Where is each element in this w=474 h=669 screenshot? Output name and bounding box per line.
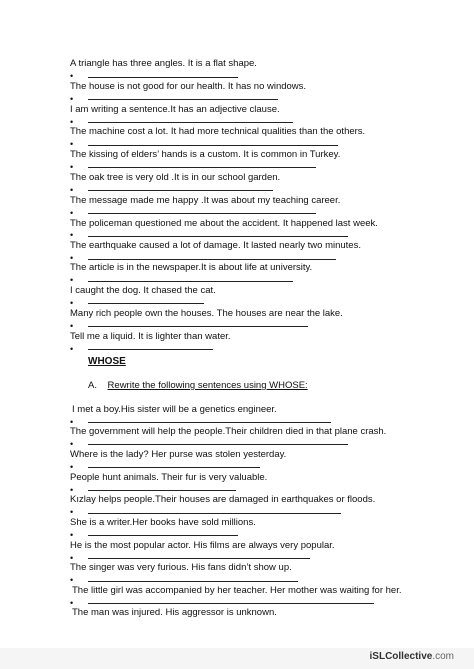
- bullet: •: [70, 230, 74, 240]
- sentence: I met a boy.His sister will be a genetics engineer.: [72, 404, 277, 415]
- answer-line: [88, 303, 204, 304]
- answer-line: [88, 236, 348, 237]
- answer-line: [88, 349, 213, 350]
- site-watermark: [370, 651, 454, 662]
- watermark-domain: .com: [432, 651, 454, 662]
- bullet: •: [70, 530, 74, 540]
- bullet: •: [70, 485, 74, 495]
- answer-line: [88, 603, 374, 604]
- answer-line: [88, 581, 298, 582]
- bullet: •: [70, 553, 74, 563]
- answer-line: [88, 422, 331, 423]
- sentence: The government will help the people.Their children died in that plane crash.: [70, 426, 387, 437]
- sentence: Kızlay helps people.Their houses are damaged in earthquakes or floods.: [70, 494, 376, 505]
- sentence: The house is not good for our health. It has no windows.: [70, 81, 307, 92]
- sentence: She is a writer.Her books have sold millions.: [70, 517, 256, 528]
- bullet: •: [70, 575, 74, 585]
- answer-line: [88, 213, 316, 214]
- answer-line: [88, 99, 278, 100]
- bullet: •: [70, 185, 74, 195]
- bullet: •: [70, 598, 74, 608]
- bullet: •: [70, 507, 74, 517]
- sentence: The message made me happy .It was about my teaching career.: [70, 195, 341, 206]
- answer-line: [88, 444, 348, 445]
- bullet: •: [70, 344, 74, 354]
- answer-line: [88, 535, 238, 536]
- sentence: Many rich people own the houses. The houses are near the lake.: [70, 308, 343, 319]
- answer-line: [88, 167, 316, 168]
- sentence: I am writing a sentence.It has an adjective clause.: [70, 104, 280, 115]
- sentence: The article is in the newspaper.It is about life at university.: [70, 262, 313, 273]
- bullet: •: [70, 462, 74, 472]
- bullet: •: [70, 417, 74, 427]
- sentence: A triangle has three angles. It is a flat shape.: [70, 58, 257, 69]
- answer-line: [88, 259, 336, 260]
- sentence: The machine cost a lot. It had more technical qualities than the others.: [70, 126, 366, 137]
- answer-line: [88, 513, 341, 514]
- sentence: The policeman questioned me about the accident. It happened last week.: [70, 218, 378, 229]
- watermark-brand: iSLCollective: [369, 651, 433, 662]
- bullet: •: [70, 208, 74, 218]
- sentence: He is the most popular actor. His films are always very popular.: [70, 540, 335, 551]
- sentence: I caught the dog. It chased the cat.: [70, 285, 216, 296]
- answer-line: [88, 122, 293, 123]
- answer-line: [88, 490, 236, 491]
- bullet: •: [70, 162, 74, 172]
- instruction: [88, 380, 308, 391]
- bullet: •: [70, 321, 74, 331]
- answer-line: [88, 77, 238, 78]
- sentence: The little girl was accompanied by her teacher. Her mother was waiting for her.: [72, 585, 402, 596]
- sentence: The singer was very furious. His fans didn’t show up.: [70, 562, 292, 573]
- bullet: •: [70, 298, 74, 308]
- sentence: Where is the lady? Her purse was stolen yesterday.: [70, 449, 287, 460]
- sentence: Tell me a liquid. It is lighter than water.: [70, 331, 231, 342]
- instruction-letter: A.: [88, 380, 97, 391]
- answer-line: [88, 145, 338, 146]
- section-heading-whose: WHOSE: [88, 356, 126, 367]
- instruction-text: Rewrite the following sentences using WHOSE:: [107, 380, 308, 391]
- bullet: •: [70, 439, 74, 449]
- sentence: The earthquake caused a lot of damage. It lasted nearly two minutes.: [70, 240, 361, 251]
- bullet: •: [70, 117, 74, 127]
- sentence: People hunt animals. Their fur is very valuable.: [70, 472, 268, 483]
- answer-line: [88, 281, 293, 282]
- answer-line: [88, 190, 273, 191]
- sentence: The oak tree is very old .It is in our school garden.: [70, 172, 281, 183]
- bullet: •: [70, 139, 74, 149]
- answer-line: [88, 326, 308, 327]
- sentence: The kissing of elders’ hands is a custom. It is common in Turkey.: [70, 149, 341, 160]
- bullet: •: [70, 71, 74, 81]
- sentence: The man was injured. His aggressor is unknown.: [72, 607, 277, 618]
- bullet: •: [70, 275, 74, 285]
- bullet: •: [70, 94, 74, 104]
- answer-line: [88, 558, 310, 559]
- answer-line: [88, 467, 260, 468]
- bullet: •: [70, 253, 74, 263]
